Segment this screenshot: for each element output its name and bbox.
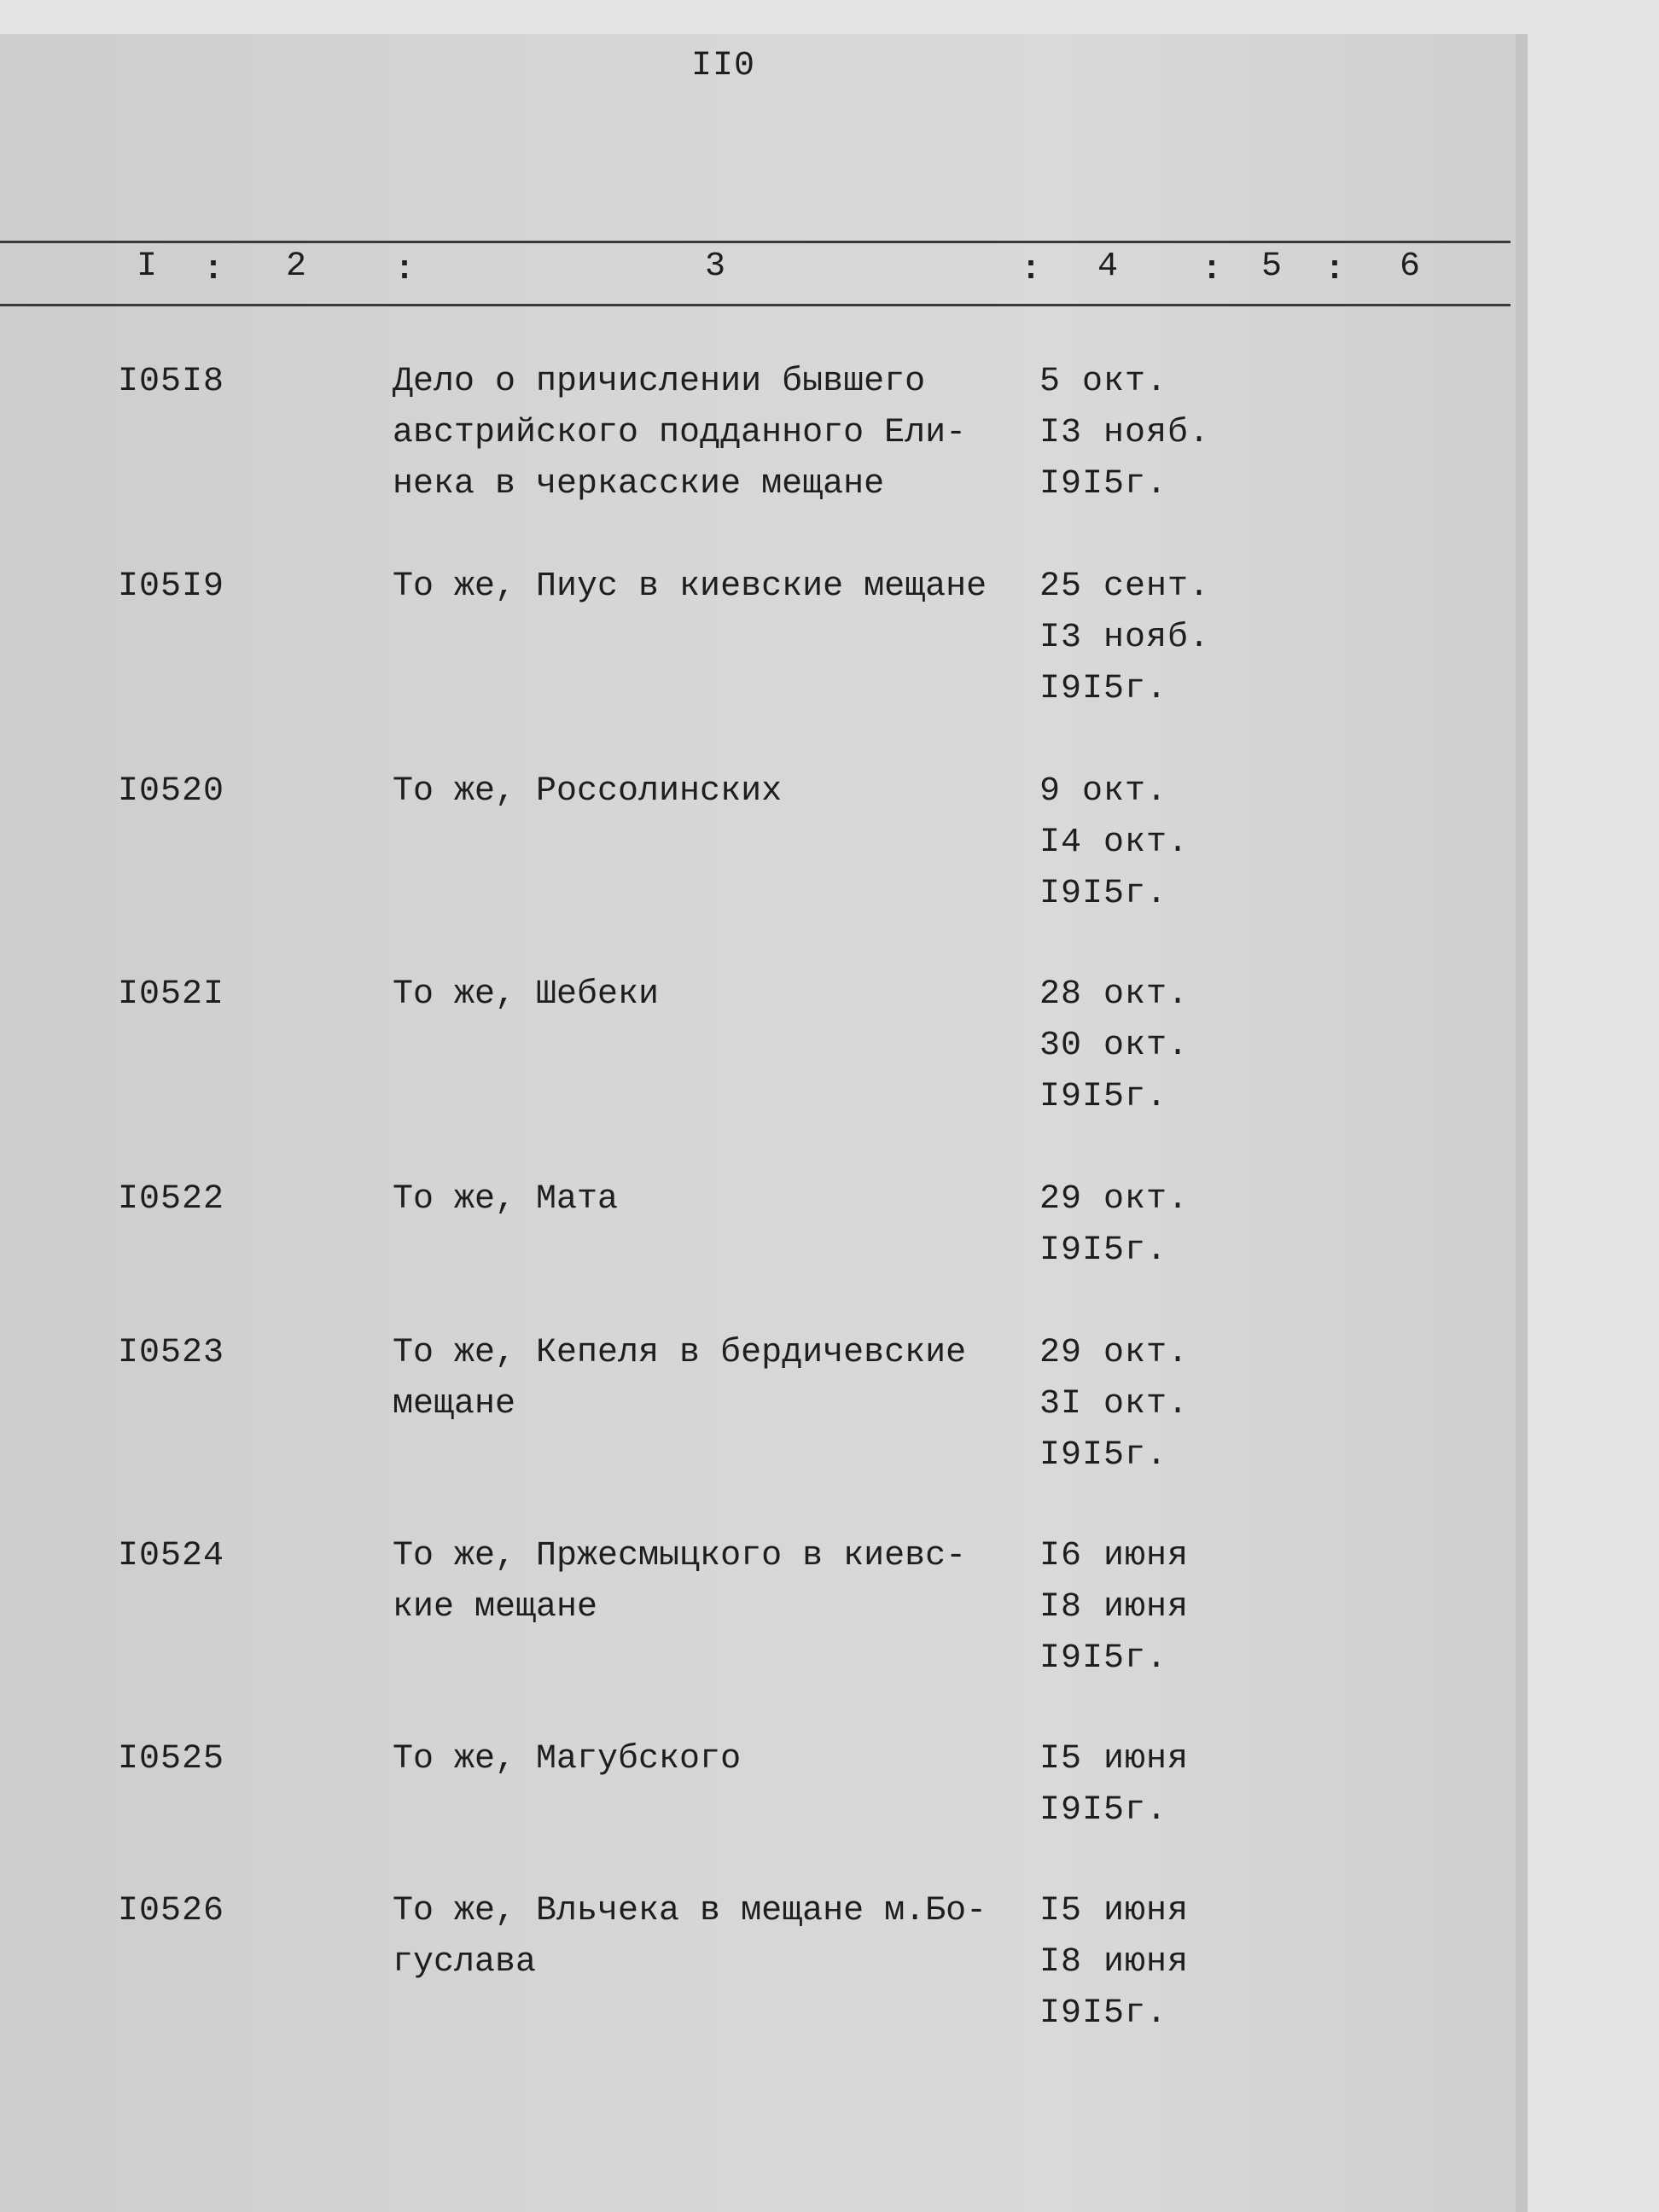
case-title: То же, Шебеки (393, 975, 660, 1014)
page-number: II0 (691, 47, 756, 85)
case-title: То же, Магубского (393, 1740, 742, 1778)
case-number: I05I9 (118, 568, 225, 606)
case-number: I0523 (118, 1334, 225, 1372)
case-dates: 28 окт. 30 окт. I9I5г. (1039, 975, 1190, 1116)
case-dates: I5 июня I9I5г. (1039, 1740, 1190, 1830)
case-number: I0524 (118, 1537, 225, 1575)
column-header-4: 4 (1097, 247, 1119, 286)
case-dates: 29 окт. I9I5г. (1039, 1180, 1190, 1270)
case-title: То же, Россолинских (393, 772, 783, 811)
case-number: I0526 (118, 1892, 225, 1930)
column-separator: : (394, 251, 416, 289)
case-title: То же, Вльчека в мещане м.Бо- гуслава (393, 1892, 987, 1982)
case-title: То же, Кепеля в бердичевские мещане (393, 1334, 967, 1423)
column-separator: : (203, 251, 224, 289)
case-title: То же, Пиус в киевские мещане (393, 568, 987, 606)
case-dates: 29 окт. 3I окт. I9I5г. (1039, 1334, 1190, 1475)
case-number: I05I8 (118, 363, 225, 401)
case-title: То же, Пржесмыцкого в киевс- кие мещане (393, 1537, 967, 1627)
case-title: Дело о причислении бывшего австрийского подданного Ели- нека в черкасские мещане (393, 363, 967, 504)
case-dates: I6 июня I8 июня I9I5г. (1039, 1537, 1190, 1678)
column-separator: : (1021, 251, 1042, 289)
header-rule-bottom (0, 304, 1511, 306)
case-title: То же, Мата (393, 1180, 619, 1219)
column-header-1: I (137, 247, 158, 286)
case-number: I052I (118, 975, 225, 1014)
case-number: I0525 (118, 1740, 225, 1778)
case-number: I0522 (118, 1180, 225, 1219)
header-rule-top (0, 241, 1511, 243)
case-dates: 5 окт. I3 нояб. I9I5г. (1039, 363, 1211, 504)
case-dates: 25 сент. I3 нояб. I9I5г. (1039, 568, 1211, 708)
case-dates: 9 окт. I4 окт. I9I5г. (1039, 772, 1190, 913)
column-header-5: 5 (1261, 247, 1283, 286)
column-header-2: 2 (286, 247, 307, 286)
column-header-6: 6 (1400, 247, 1421, 286)
column-header-3: 3 (705, 247, 726, 286)
case-number: I0520 (118, 772, 225, 811)
column-separator: : (1202, 251, 1223, 289)
page-edge (1516, 34, 1528, 2212)
column-separator: : (1324, 251, 1346, 289)
case-dates: I5 июня I8 июня I9I5г. (1039, 1892, 1190, 2033)
